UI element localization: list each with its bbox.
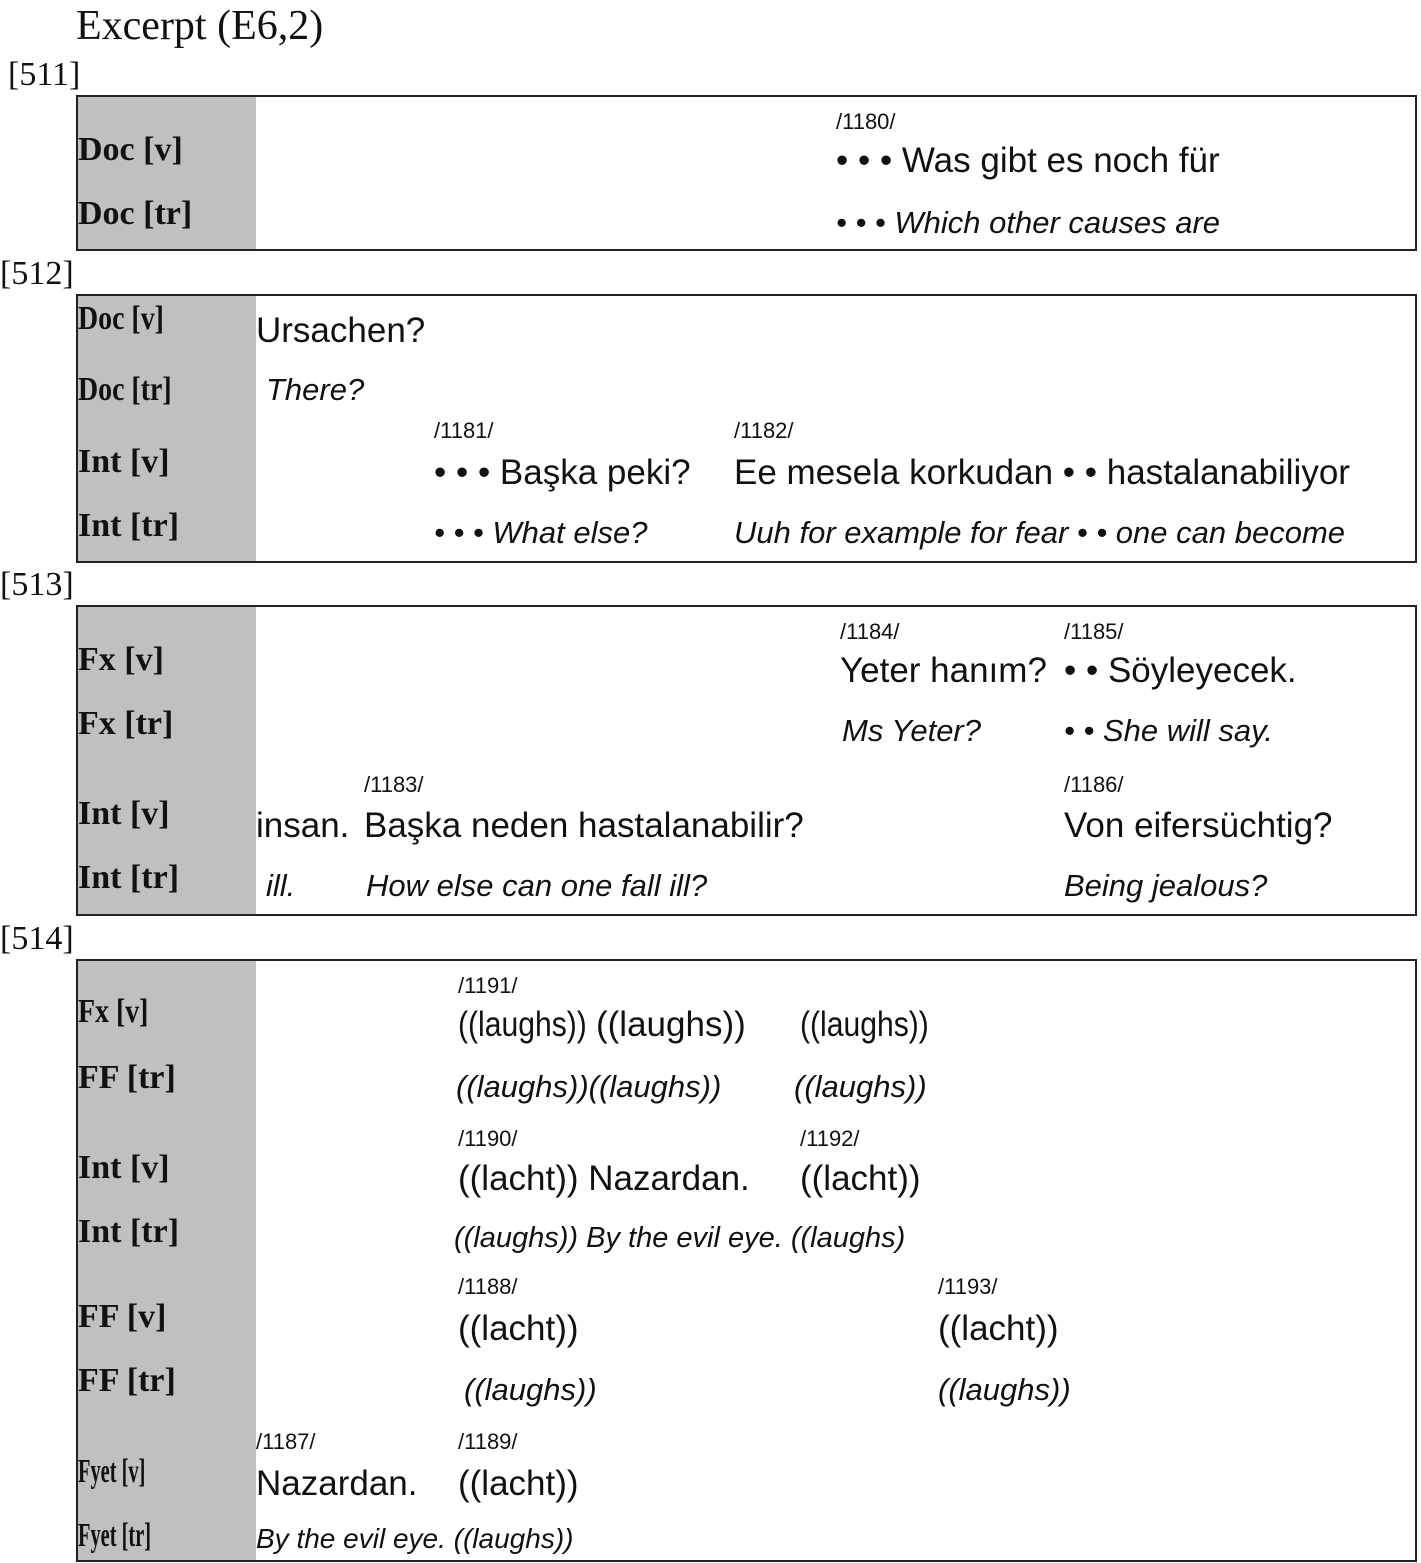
transcript-block-511 — [76, 95, 1417, 251]
verbal-text: Başka neden hastalanabilir? — [364, 806, 804, 845]
segment-number: /1184/ — [840, 619, 900, 644]
verbal-text: insan. — [256, 806, 350, 845]
block-number: [513] — [0, 566, 74, 603]
tier-label: Int [v] — [78, 443, 170, 480]
translation-text: • • She will say. — [1064, 713, 1273, 748]
verbal-text: Ee mesela korkudan • • hastalanabiliyor — [734, 453, 1350, 492]
segment-number: /1187/ — [256, 1429, 316, 1454]
verbal-text — [800, 1005, 950, 1045]
verbal-text: ((lacht)) — [458, 1464, 579, 1503]
tier-label: Int [v] — [78, 1149, 170, 1186]
segment-number: /1188/ — [458, 1274, 518, 1299]
translation-text: • • • What else? — [434, 515, 648, 550]
translation-text: ((laughs)) — [464, 1372, 597, 1407]
tier-label: Int [tr] — [78, 859, 180, 896]
block-number: [512] — [0, 255, 74, 292]
translation-text: How else can one fall ill? — [366, 868, 708, 903]
translation-text: ill. — [266, 868, 296, 903]
translation-text: ((laughs)) — [938, 1372, 1071, 1407]
tier-label: Doc [tr] — [78, 195, 193, 232]
verbal-text: Ursachen? — [256, 311, 426, 350]
translation-text: • • • Which other causes are — [836, 205, 1221, 240]
translation-text: Uuh for example for fear • • one can become — [734, 515, 1346, 550]
segment-number: /1189/ — [458, 1429, 518, 1454]
tier-label: Fx [tr] — [78, 705, 174, 742]
laughs-annotation: ((laughs)) — [800, 1005, 929, 1044]
verbal-text: ((lacht)) — [938, 1309, 1059, 1348]
tier-label: FF [tr] — [78, 1059, 176, 1096]
laughs-annotation: ((laughs)) — [458, 1005, 587, 1044]
translation-text: Being jealous? — [1064, 868, 1268, 903]
segment-number: /1183/ — [364, 772, 424, 797]
tier-label: Doc [v] — [78, 300, 164, 337]
segment-number: /1193/ — [938, 1274, 998, 1299]
verbal-text: • • • Was gibt es noch für — [836, 141, 1220, 180]
tier-label: FF [tr] — [78, 1362, 176, 1399]
tier-label: Doc [v] — [78, 131, 183, 168]
tier-label: Fx [v] — [78, 641, 164, 678]
block-number: [514] — [0, 920, 74, 957]
segment-number: /1186/ — [1064, 772, 1124, 797]
verbal-text: ((lacht)) — [800, 1159, 921, 1198]
transcript-block-513 — [76, 605, 1417, 916]
transcript-block-512 — [76, 294, 1417, 563]
segment-number: /1182/ — [734, 418, 794, 443]
tier-label: Int [v] — [78, 795, 170, 832]
translation-text: ((laughs))((laughs)) — [456, 1069, 722, 1104]
verbal-text: Yeter hanım? — [840, 651, 1047, 690]
tier-label: FF [v] — [78, 1298, 167, 1335]
translation-text: Ms Yeter? — [842, 713, 982, 748]
tier-label: Int [tr] — [78, 1213, 180, 1250]
tier-label: Fx [v] — [78, 993, 149, 1030]
segment-number: /1191/ — [458, 973, 518, 998]
translation-text: By the evil eye. ((laughs)) — [256, 1523, 574, 1554]
excerpt-title: Excerpt (E6,2) — [76, 3, 324, 49]
transcript-block-514 — [76, 959, 1417, 1562]
tier-label: Int [tr] — [78, 507, 180, 544]
verbal-text: • • Söyleyecek. — [1064, 651, 1297, 690]
segment-number: /1181/ — [434, 418, 494, 443]
segment-number: /1185/ — [1064, 619, 1124, 644]
segment-number: /1180/ — [836, 109, 896, 134]
verbal-text: Von eifersüchtig? — [1064, 806, 1333, 845]
segment-number: /1190/ — [458, 1126, 518, 1151]
tier-label: Doc [tr] — [78, 371, 172, 408]
translation-text: ((laughs)) — [794, 1069, 927, 1104]
tier-label: Fyet [tr] — [78, 1517, 152, 1554]
segment-number: /1192/ — [800, 1126, 860, 1151]
block-number: [511] — [8, 56, 81, 93]
verbal-text — [458, 1005, 608, 1045]
verbal-text: ((lacht)) Nazardan. — [458, 1159, 750, 1198]
verbal-text: ((laughs)) — [596, 1005, 746, 1044]
translation-text: ((laughs)) By the evil eye. ((laughs) — [454, 1222, 906, 1254]
verbal-text: Nazardan. — [256, 1464, 418, 1503]
verbal-text: ((lacht)) — [458, 1309, 579, 1348]
translation-text: There? — [266, 372, 365, 407]
tier-label: Fyet [v] — [78, 1453, 146, 1490]
verbal-text: • • • Başka peki? — [434, 453, 691, 492]
